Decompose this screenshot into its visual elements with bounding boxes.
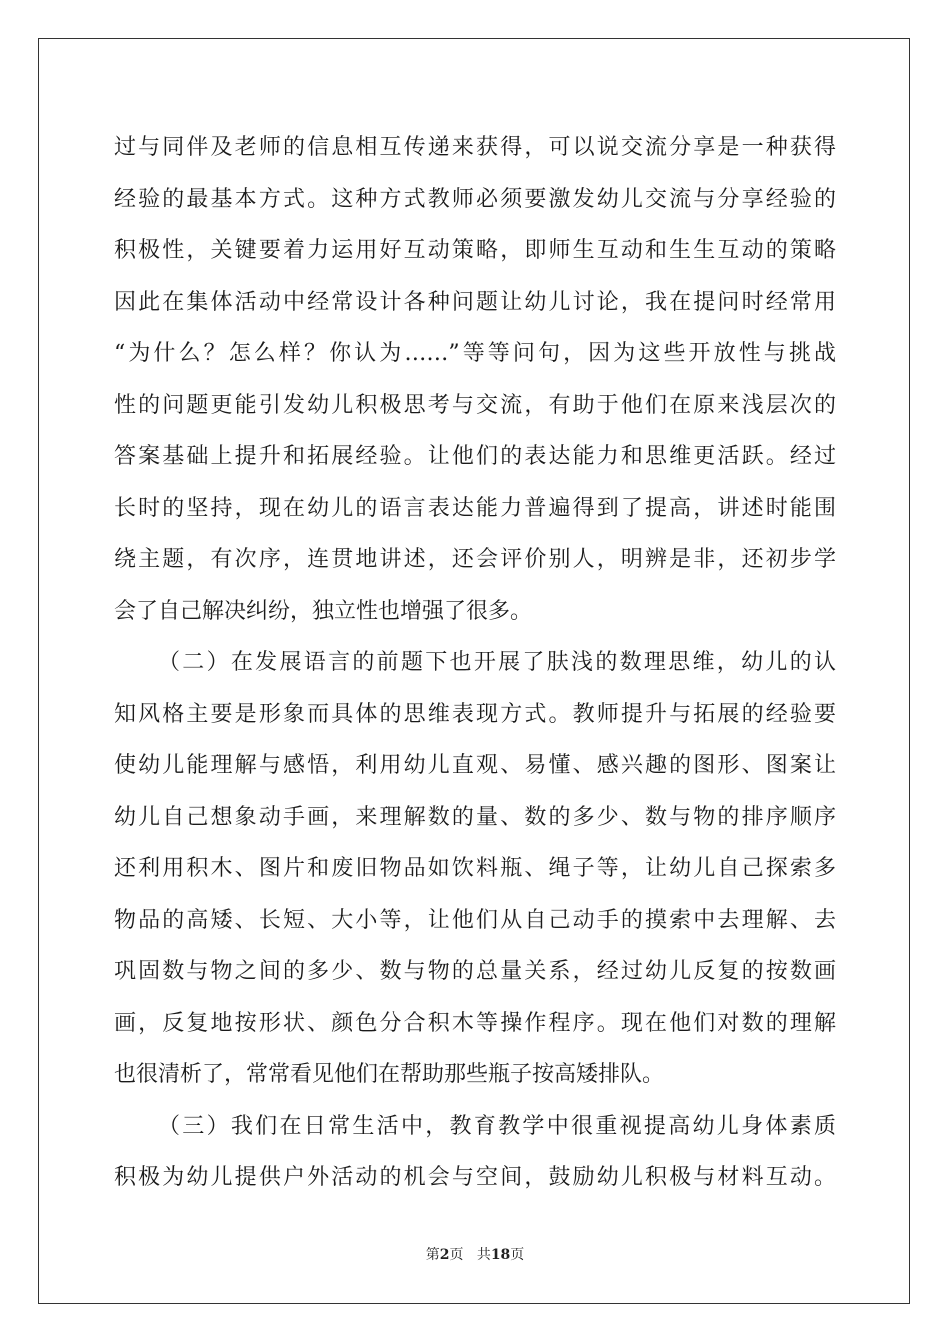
text-line: 积极为幼儿提供户外活动的机会与空间，鼓励幼儿积极与材料互动。 [114,1165,836,1190]
text-line: 因此在集体活动中经常设计各种问题让幼儿讨论，我在提问时经常用 [114,289,836,315]
text-line: 知风格主要是形象而具体的思维表现方式。教师提升与拓展的经验要 [114,701,836,727]
footer-total-prefix: 共 [476,1247,491,1263]
paragraph-2 [114,637,836,1101]
text-line: （二）在发展语言的前题下也开展了肤浅的数理思维，幼儿的认 [158,650,836,675]
text-line: 绕主题，有次序，连贯地讲述，还会评价别人，明辨是非，还初步学 [114,547,836,572]
text-line: 巩固数与物之间的多少、数与物的总量关系，经过幼儿反复的按数画 [114,959,836,984]
text-line: 物品的高矮、长短、大小等，让他们从自己动手的摸索中去理解、去 [114,907,836,933]
footer-prefix: 第 [425,1247,440,1263]
text-line: 画，反复地按形状、颜色分合积木等操作程序。现在他们对数的理解 [114,1010,836,1036]
text-line: （三）我们在日常生活中，教育教学中很重视提高幼儿身体素质 [158,1113,836,1139]
total-page-count: 18 [490,1247,511,1263]
paragraph-1 [114,122,836,637]
text-line: 过与同伴及老师的信息相互传递来获得，可以说交流分享是一种获得 [114,135,836,160]
page-footer [0,1244,950,1264]
paragraph-3 [114,1101,836,1204]
text-line: 使幼儿能理解与感悟，利用幼儿直观、易懂、感兴趣的图形、图案让 [114,753,836,778]
text-line: 长时的坚持，现在幼儿的语言表达能力普遍得到了提高，讲述时能围 [114,495,836,521]
text-line: 也很清析了，常常看见他们在帮助那些瓶子按高矮排队。 [114,1062,665,1087]
text-line: 会了自己解决纠纷，独立性也增强了很多。 [114,598,533,624]
text-line: “为什么？怎么样？你认为……”等等问句，因为这些开放性与挑战 [114,341,836,366]
text-line: 经验的最基本方式。这种方式教师必须要激发幼儿交流与分享经验的 [114,186,836,212]
document-body [114,122,836,1204]
text-line: 还利用积木、图片和废旧物品如饮料瓶、绳子等，让幼儿自己探索多 [114,856,836,881]
text-line: 答案基础上提升和拓展经验。让他们的表达能力和思维更活跃。经过 [114,444,836,469]
text-line: 性的问题更能引发幼儿积极思考与交流，有助于他们在原来浅层次的 [114,392,836,418]
footer-page-suffix: 页 [449,1247,464,1263]
current-page-number: 2 [439,1247,450,1263]
text-line: 幼儿自己想象动手画，来理解数的量、数的多少、数与物的排序顺序 [114,804,836,830]
footer-total-suffix: 页 [510,1247,525,1263]
text-line: 积极性，关键要着力运用好互动策略，即师生互动和生生互动的策略 [114,238,836,263]
